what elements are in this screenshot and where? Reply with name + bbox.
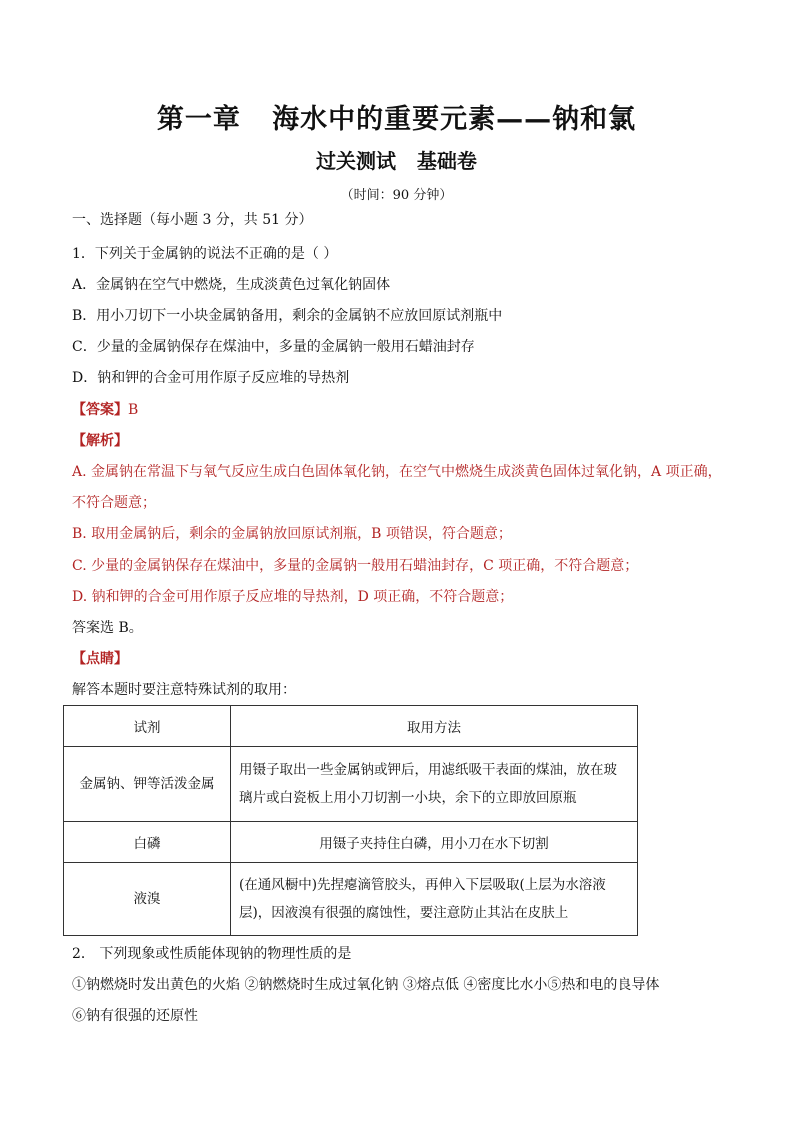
option-d: D．钠和钾的合金可用作原子反应堆的导热剂	[72, 370, 350, 386]
question-2-stem: 2． 下列现象或性质能体现钠的物理性质的是	[72, 946, 352, 962]
table-row	[64, 747, 638, 822]
table-row	[64, 863, 638, 936]
answer-value: B	[128, 402, 139, 418]
answer-label: 【答案】	[72, 402, 128, 418]
reagent-cell: 液溴	[64, 863, 231, 936]
header-reagent: 试剂	[64, 706, 231, 747]
page-subtitle: 过关测试 基础卷	[316, 149, 477, 173]
section-heading: 一、选择题（每小题 3 分，共 51 分）	[72, 212, 313, 228]
analysis-label: 【解析】	[72, 433, 128, 449]
conclusion: 答案选 B。	[72, 620, 143, 636]
method-cell	[231, 863, 638, 936]
tip-text: 解答本题时要注意特殊试剂的取用：	[72, 682, 296, 698]
option-b: B．用小刀切下一小块金属钠备用，剩余的金属钠不应放回原试剂瓶中	[72, 308, 503, 324]
method-line: 璃片或白瓷板上用小刀切割一小块，余下的立即放回原瓶	[239, 790, 577, 806]
analysis-line-a-cont: 不符合题意；	[72, 495, 156, 511]
header-method: 取用方法	[231, 706, 638, 747]
page-title: 第一章 海水中的重要元素——钠和氯	[156, 104, 637, 135]
method-line: 用镊子取出一些金属钠或钾后，用滤纸吸干表面的煤油，放在玻	[239, 762, 617, 778]
analysis-line-a: A. 金属钠在常温下与氧气反应生成白色固体氧化钠，在空气中燃烧生成淡黄色固体过氧化钠，A 项正确，	[72, 464, 722, 480]
method-cell	[231, 747, 638, 822]
reagent-cell: 金属钠、钾等活泼金属	[64, 747, 231, 822]
reagent-table	[63, 705, 638, 936]
analysis-line-d: D. 钠和钾的合金可用作原子反应堆的导热剂，D 项正确，不符合题意；	[72, 589, 514, 605]
table-header-row	[64, 706, 638, 747]
question-1-stem: 1．下列关于金属钠的说法不正确的是（ ）	[72, 246, 338, 262]
question-2-items-cont: ⑥钠有很强的还原性	[72, 1008, 198, 1024]
option-c: C．少量的金属钠保存在煤油中，多量的金属钠一般用石蜡油封存	[72, 339, 475, 355]
analysis-line-c: C. 少量的金属钠保存在煤油中，多量的金属钠一般用石蜡油封存，C 项正确，不符合题意；	[72, 558, 639, 574]
answer-line	[72, 399, 138, 419]
tip-label: 【点睛】	[72, 651, 128, 667]
table-row	[64, 822, 638, 863]
time-limit: （时间：90 分钟）	[340, 188, 453, 203]
reagent-cell: 白磷	[64, 822, 231, 863]
method-cell: 用镊子夹持住白磷，用小刀在水下切割	[231, 822, 638, 863]
question-2-items: ①钠燃烧时发出黄色的火焰 ②钠燃烧时生成过氧化钠 ③熔点低 ④密度比水小⑤热和电的良导体	[72, 977, 660, 993]
method-line: 层)，因液溴有很强的腐蚀性，要注意防止其沾在皮肤上	[239, 905, 569, 921]
option-a: A．金属钠在空气中燃烧，生成淡黄色过氧化钠固体	[72, 277, 391, 293]
method-line: (在通风橱中)先捏瘪滴管胶头，再伸入下层吸取(上层为水溶液	[239, 877, 606, 893]
analysis-line-b: B. 取用金属钠后，剩余的金属钠放回原试剂瓶，B 项错误，符合题意；	[72, 526, 512, 542]
